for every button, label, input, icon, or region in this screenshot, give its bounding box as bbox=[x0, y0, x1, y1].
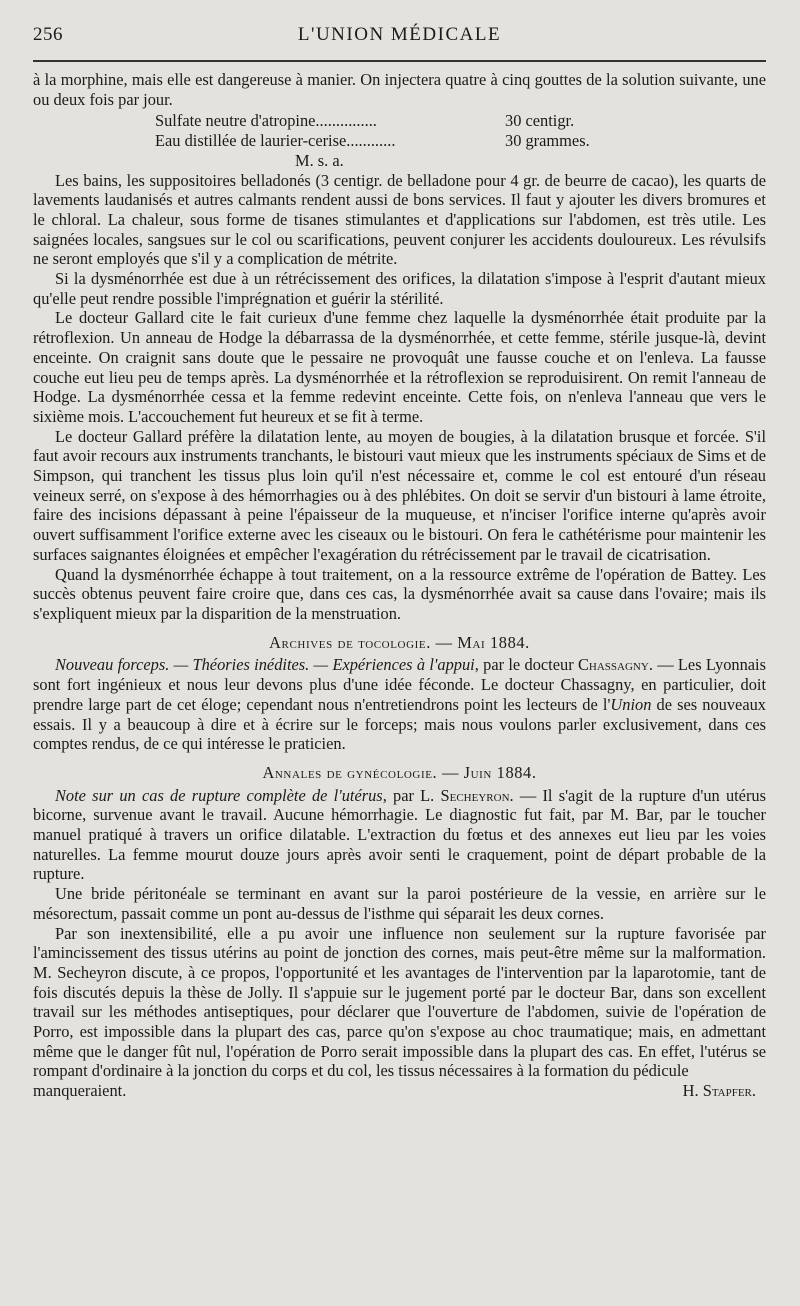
running-head: L'UNION MÉDICALE bbox=[297, 24, 502, 45]
article-body bbox=[33, 70, 766, 1101]
paragraph: Le docteur Gallard cite le fait curieux d'une femme chez laquelle la dysménorrhée était produite par la rétroflexion. Un anneau de Hodge la débarrassa de la dysménorrhée, et cette femme, stérile jusque-là, devint enceinte. On craignit sans doute que le pessaire ne provoquât une fausse couche et on l'enleva. La fausse couche eut lieu peu de temps après. La dysménorrhée et la rétroflexion se reproduisirent. On remit l'anneau de Hodge. La dysménorrhée cessa et la femme redevint enceinte. Cette fois, on n'enleva l'anneau que vers le sixième mois. L'accouchement fut heureux et se fit à terme. bbox=[33, 308, 766, 426]
body-text: . — Il s'agit de la rupture d'un utérus bicorne, survenue avant le travail. Aucune hémorrhagie. Le diagnostic fut fait, par M. Bar, par le toucher manuel pratiqué à travers un orifice dilatable. L'extraction du fœtus et des annexes eut lieu par les voies naturelles. La femme mourut douze jours après avoir senti le craquement, point de départ probable de la rupture. bbox=[33, 785, 766, 884]
paragraph: Les bains, les suppositoires belladonés (3 centigr. de belladone pour 4 gr. de beurre de cacao), les quarts de lavements laudanisés et autres calmants rendent aussi de bons services. Il faut y ajouter les divers bromures et le chloral. La chaleur, sous forme de tisanes stimulantes et d'applications sur l'abdomen, est très utile. Les saignées locales, sangsues sur le col ou scarifications, peuvent conjurer les accidents douloureux. Les révulsifs ne seront employés que s'il y a complication de métrite. bbox=[33, 170, 766, 269]
annales-paragraph bbox=[33, 786, 766, 885]
section-title-archives: Archives de tocologie. — Mai 1884. bbox=[269, 632, 530, 652]
byline-text: , par L. bbox=[382, 785, 441, 805]
formula-ingredient: Sulfate neutre d'atropine............... bbox=[155, 111, 377, 131]
formula-row bbox=[155, 111, 635, 131]
body-text: de ses nouveaux essais. Il y a beaucoup à dire et à écrire sur le forceps; mais nous voulons parler exclusivement, dans ces comptes rendus, de ce qui intéresse le praticien. bbox=[33, 694, 766, 754]
paragraph: Par son inextensibilité, elle a pu avoir une influence non seulement sur la rupture favorisée par l'amincissement des tissus utérins au point de jonction des cornes, mais peut-être même sur la malformation. M. Secheyron discute, à ce propos, l'opportunité et les avantages de l'intervention par la laparotomie, tant de fois discutés depuis la thèse de Jolly. Il s'appuie sur le jugement porté par le docteur Bar, dans son excellent travail sur les méthodes antiseptiques, pour déclarer que l'ouverture de l'abdomen, suivie de l'opération de Porro, est impossible dans la plupart des cas, parce qu'on s'expose au choc traumatique; mais, en admettant même que le danger fût nul, l'opération de Porro serait impossible dans la plupart des cas. En effet, l'utérus se rompant d'ordinaire à la jonction du corps et du col, les tissus nécessaires à la formation du pédicule bbox=[33, 923, 766, 1081]
prescription-formula bbox=[155, 111, 635, 170]
formula-msa: M. s. a. bbox=[295, 150, 344, 170]
intro-paragraph: à la morphine, mais elle est dangereuse à manier. On injectera quatre à cinq gouttes de la solution suivante, une ou deux fois par jour. bbox=[33, 70, 766, 109]
paragraph: Une bride péritonéale se terminant en avant sur la paroi postérieure de la vessie, en arrière sur le mésorectum, passait comme un pont au-dessus de l'isthme qui séparait les deux cornes. bbox=[33, 884, 766, 923]
archives-paragraph bbox=[33, 655, 766, 754]
article-title: Nouveau forceps. — Théories inédites. — Expériences à l'appui bbox=[55, 655, 475, 675]
article-title: Note sur un cas de rupture complète de l'utérus bbox=[55, 785, 383, 805]
signature: H. Stapfer. bbox=[682, 1081, 756, 1101]
formula-ingredient: Eau distillée de laurier-cerise............ bbox=[155, 131, 396, 151]
body-text: . — Les Lyonnais sont fort ingénieux et nous leur devons plus d'une idée féconde. Le docteur Chassagny, en particulier, doit prendre large part de cet éloge; cependant nous n'entretiendrons point les lecteurs de l' bbox=[33, 655, 766, 714]
author-name: Secheyron bbox=[440, 785, 510, 805]
paragraph: Quand la dysménorrhée échappe à tout traitement, on a la ressource extrême de l'opération de Battey. Les succès obtenus peuvent faire croire que, dans ces cas, la dysménorrhée avait sa cause dans l'ovaire; mais ils s'expliquent mieux par la disparition de la menstruation. bbox=[33, 564, 766, 623]
author-name: Chassagny bbox=[577, 655, 649, 675]
page-number: 256 bbox=[33, 24, 63, 45]
formula-quantity: 30 centigr. bbox=[505, 111, 575, 131]
paragraph: Le docteur Gallard préfère la dilatation lente, au moyen de bougies, à la dilatation brusque et forcée. S'il faut avoir recours aux instruments tranchants, le bistouri vaut mieux que les instruments spéciaux de Sims et de Simpson, qui tranchent les tissus plus loin qu'il n'est nécessaire et, comme le col est entouré d'un réseau veineux serré, on s'expose à des hémorrhagies ou à des phlébites. On doit se servir d'un bistouri à lame étroite, faire des incisions dépassant à peine l'épaisseur de la muqueuse, et n'inciser l'orifice interne qu'après avoir ouvert suffisamment l'orifice externe avec les ciseaux ou le bistouri. On fera le cathétérisme pour maintenir les surfaces saignantes éloignées et empêcher l'exagération du rétrécissement par le travail de cicatrisation. bbox=[33, 426, 766, 564]
byline-text: , par le docteur bbox=[474, 655, 578, 675]
journal-name: Union bbox=[610, 694, 652, 714]
formula-quantity: 30 grammes. bbox=[505, 131, 590, 151]
page-header bbox=[33, 18, 766, 48]
closing-text: manqueraient. bbox=[33, 1081, 127, 1101]
section-title-annales: Annales de gynécologie. — Juin 1884. bbox=[262, 762, 537, 782]
paragraph: Si la dysménorrhée est due à un rétrécissement des orifices, la dilatation s'impose à l'esprit d'autant mieux qu'elle peut rendre possible l'imprégnation et guérir la stérilité. bbox=[33, 269, 766, 308]
formula-row bbox=[155, 131, 635, 151]
closing-line bbox=[33, 1081, 766, 1101]
header-rule bbox=[33, 60, 766, 62]
